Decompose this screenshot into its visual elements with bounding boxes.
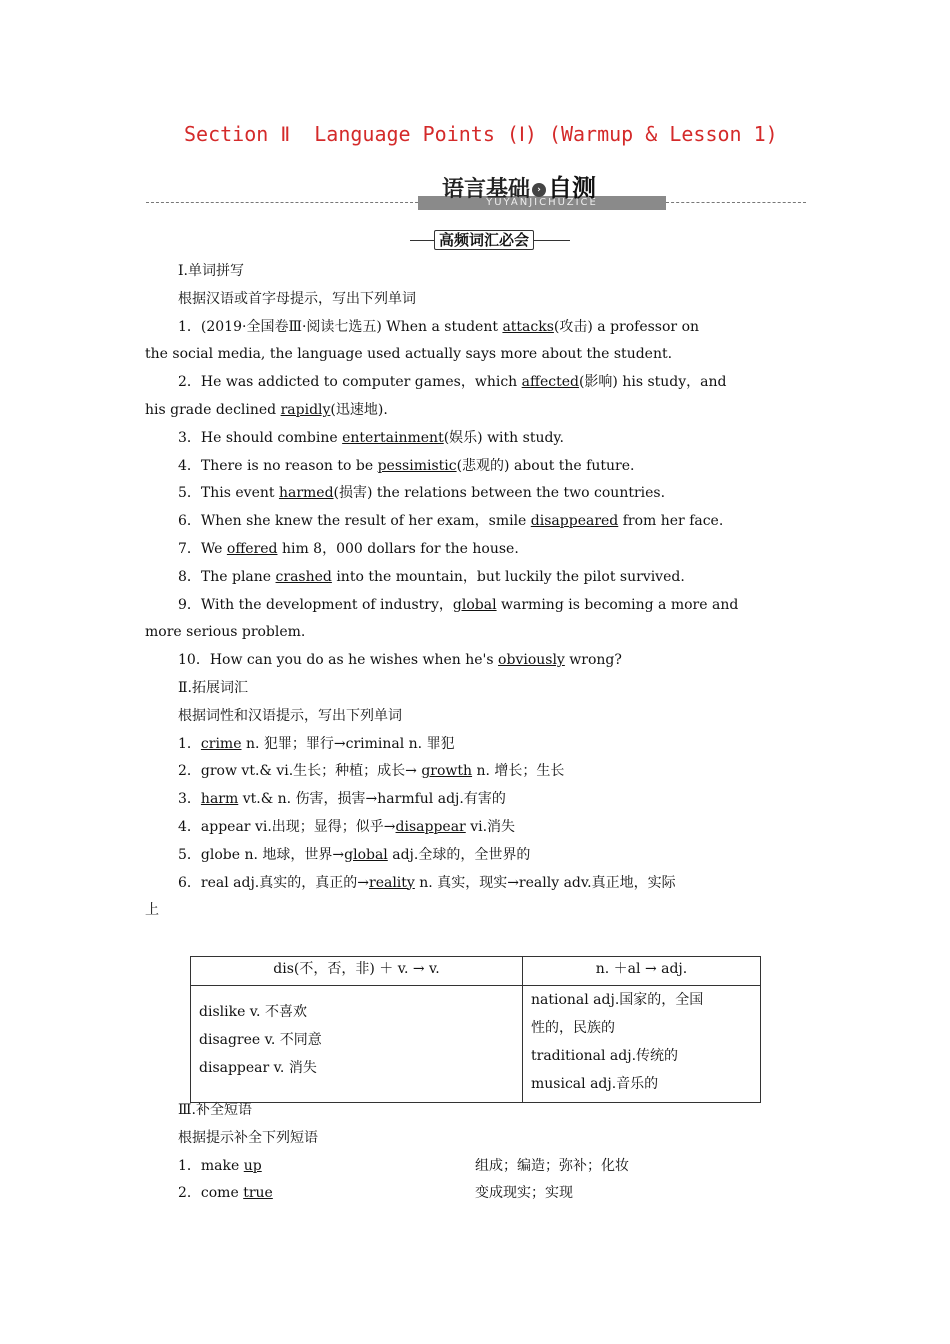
line-text: 2．He was addicted to computer games，which [178, 374, 522, 391]
line-text: 组成；编造；弥补；化妆 [475, 1157, 629, 1174]
line-text: his grade declined [145, 402, 281, 418]
spelling-item [178, 483, 665, 503]
line-text: 2．come [178, 1185, 244, 1202]
line-text: (攻击) a professor on [553, 318, 700, 335]
line-text: adj.全球的，全世界的 [387, 846, 531, 863]
spelling-item [145, 622, 305, 642]
part2-instruction [178, 706, 402, 726]
answer-word: affected [521, 374, 579, 391]
spelling-item [145, 344, 672, 364]
line-text: Ⅲ.补全短语 [178, 1102, 252, 1118]
spelling-item [178, 595, 738, 615]
vocab-item [178, 845, 530, 865]
answer-word: disappeared [530, 513, 619, 530]
line-text: 6．real adj.真实的，真正的→ [178, 874, 369, 891]
line-text: 4．appear vi.出现；显得；似乎→ [178, 819, 396, 835]
line-text: from her face. [618, 513, 724, 530]
answer-word: attacks [502, 318, 554, 335]
line-text: (影响) his study，and [578, 374, 727, 391]
phrase-meaning [475, 1183, 573, 1203]
spelling-item [178, 317, 699, 337]
answer-word: up [243, 1157, 262, 1174]
banner-title [442, 168, 596, 203]
line-text: 变成现实；实现 [475, 1185, 573, 1202]
phrase-item [178, 1183, 273, 1203]
line-text: 1．(2019·全国卷Ⅲ·阅读七选五) When a student [178, 318, 503, 335]
table-left-row: dislike v. 不喜欢 [199, 1004, 307, 1020]
answer-word: pessimistic [377, 457, 457, 474]
banner-main: 语言基础 [442, 177, 531, 202]
line-text: (悲观的) about the future. [456, 457, 635, 474]
answer-word: entertainment [342, 429, 444, 446]
table-right-row: 性的，民族的 [531, 1020, 615, 1036]
line-text: 2．grow vt.& vi.生长；种植；成长→ [178, 763, 422, 780]
answer-word: crashed [275, 568, 332, 585]
line-text: Ⅱ.拓展词汇 [178, 680, 248, 696]
table-head-left: dis(不，否，非) ＋ v. → v. [191, 957, 523, 986]
line-text: 1．make [178, 1157, 244, 1174]
line-text: 1． [178, 735, 201, 752]
spelling-item [178, 567, 685, 587]
spelling-item [178, 428, 564, 448]
answer-word: reality [369, 874, 415, 891]
line-text: him 8，000 dollars for the house. [277, 541, 519, 557]
spelling-item [178, 511, 723, 531]
line-text: (迅速地). [330, 402, 388, 418]
line-text: n. 犯罪；罪行→criminal n. 罪犯 [241, 735, 455, 752]
answer-word: global [452, 596, 497, 613]
line-text: 5．globe n. 地球，世界→ [178, 846, 345, 863]
line-text: 根据词性和汉语提示，写出下列单词 [178, 707, 402, 724]
line-text: 6．When she knew the result of her exam，smile [178, 513, 531, 530]
spelling-item [145, 400, 388, 420]
subheading [410, 230, 570, 250]
table-left-cell [191, 986, 523, 1103]
table-right-row: national adj.国家的，全国 [531, 992, 704, 1008]
banner-dash-left [146, 202, 418, 203]
banner-pinyin: YUYANJICHUZICE [418, 196, 666, 210]
part1-heading [178, 261, 244, 281]
table-left-row: disagree v. 不同意 [199, 1032, 322, 1048]
vocab-item [178, 761, 564, 781]
line-text: 7．We [178, 541, 227, 557]
line-text: the social media, the language used actually says more about the student. [145, 346, 673, 363]
spelling-item [178, 650, 622, 670]
line-text: 10．How can you do as he wishes when he's [178, 652, 499, 669]
answer-word: harm [200, 791, 239, 808]
page-title: Section Ⅱ Language Points (Ⅰ) (Warmup & Lesson 1) [184, 122, 778, 146]
banner-dash-right [666, 202, 806, 203]
spelling-item [178, 456, 634, 476]
answer-word: growth [421, 763, 473, 780]
line-text: more serious problem. [145, 624, 306, 641]
vocab-item [178, 817, 515, 837]
table-left-row: disappear v. 消失 [199, 1060, 317, 1076]
line-text: 根据提示补全下列短语 [178, 1129, 318, 1146]
line-text: vi.消失 [465, 819, 516, 835]
phrase-item [178, 1156, 262, 1176]
line-text: (损害) the relations between the two countries. [333, 485, 666, 502]
line-text: n. 真实，现实→really adv.真正地，实际 [414, 874, 676, 891]
section-banner [146, 168, 806, 212]
line-text: 9．With the development of industry， [178, 596, 453, 613]
answer-word: crime [200, 735, 242, 752]
word-formation-table [190, 956, 761, 1103]
part3-instruction [178, 1128, 318, 1148]
part3-heading [178, 1100, 252, 1120]
phrase-meaning [475, 1156, 629, 1176]
vocab-item [178, 734, 455, 754]
line-text: into the mountain，but luckily the pilot survived. [331, 568, 685, 585]
line-text: 8．The plane [178, 568, 276, 585]
vocab-item [145, 900, 159, 920]
line-text: warming is becoming a more and [496, 596, 739, 613]
vocab-item [178, 789, 506, 809]
table-head-right: n. ＋al → adj. [523, 957, 761, 986]
spelling-item [178, 372, 726, 392]
answer-word: obviously [498, 652, 565, 669]
line-text: 3．He should combine [178, 429, 343, 446]
answer-word: global [344, 846, 388, 863]
answer-word: harmed [278, 485, 334, 502]
table-right-cell [523, 986, 761, 1103]
line-text: (娱乐) with study. [443, 429, 564, 446]
part2-heading [178, 678, 248, 698]
banner-accent: 自测 [548, 174, 597, 202]
line-text: vt.& n. 伤害，损害→harmful adj.有害的 [238, 791, 506, 808]
table-right-row: traditional adj.传统的 [531, 1048, 679, 1064]
answer-word: offered [226, 541, 278, 557]
answer-word: disappear [395, 819, 466, 835]
answer-word: rapidly [280, 402, 331, 418]
line-text: 5．This event [178, 485, 279, 502]
part1-instruction [178, 289, 416, 309]
chevron-right-icon: › [532, 183, 546, 197]
spelling-item [178, 539, 519, 559]
line-text: wrong? [564, 652, 622, 669]
vocab-item [178, 873, 676, 893]
answer-word: true [243, 1185, 273, 1202]
line-text: n. 增长；生长 [472, 763, 565, 780]
line-text: Ⅰ.单词拼写 [178, 263, 244, 279]
subheading-text: 高频词汇必会 [434, 230, 534, 250]
line-text: 根据汉语或首字母提示，写出下列单词 [178, 290, 416, 307]
line-text: 上 [145, 902, 159, 919]
line-text: 4．There is no reason to be [178, 457, 378, 474]
line-text: 3． [178, 791, 201, 808]
table-right-row: musical adj.音乐的 [531, 1076, 659, 1092]
